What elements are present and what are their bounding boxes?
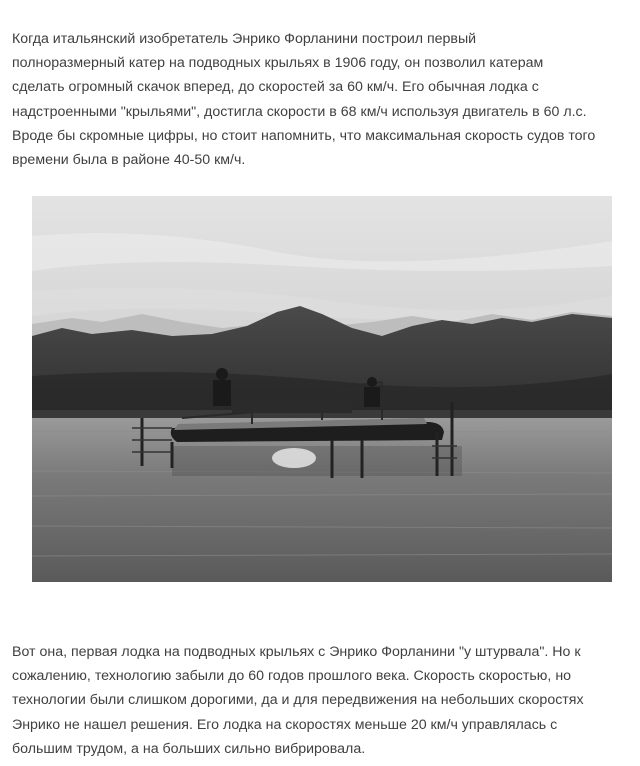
spray [272,448,316,468]
text-line: сделать огромный скачок вперед, до скоростей за 60 км/ч. Его обычная лодка с [12,79,539,96]
engine-block [232,401,352,413]
photo-illustration [32,196,612,582]
person-head [216,368,228,380]
text-line: технологии были слишком дорогими, да и для передвижения на небольших скоростях [12,692,584,709]
text-line: Энрико не нашел решения. Его лодка на скоростях меньше 20 км/ч управлялась с [12,716,558,733]
text-line: надстроенными "крыльями", достигла скорости в 68 км/ч используя двигатель в 60 л.с. [12,103,587,120]
text-line: полноразмерный катер на подводных крыльях в 1906 году, он позволил катерам [12,55,544,72]
text-line: Вроде бы скромные цифры, но стоит напомнить, что максимальная скорость судов того [12,127,596,144]
text-line: сожалению, технологию забыли до 60 годов прошлого века. Скорость скоростью, но [12,668,572,685]
hydrofoil-boat-photo [32,196,612,582]
caption-paragraph [12,640,630,761]
boat-reflection [172,446,462,476]
person-body [364,387,380,407]
text-line: времени была в районе 40-50 км/ч. [12,152,246,169]
text-line: большим трудом, а на больших сильно вибрировала. [12,740,366,757]
intro-paragraph [12,27,630,172]
text-line: Когда итальянский изобретатель Энрико Форланини построил первый [12,31,477,47]
water [32,418,612,582]
text-line: Вот она, первая лодка на подводных крыльях с Энрико Форланини "у штурвала". Но к [12,644,581,660]
person-body [213,380,231,406]
person-head [367,377,377,387]
